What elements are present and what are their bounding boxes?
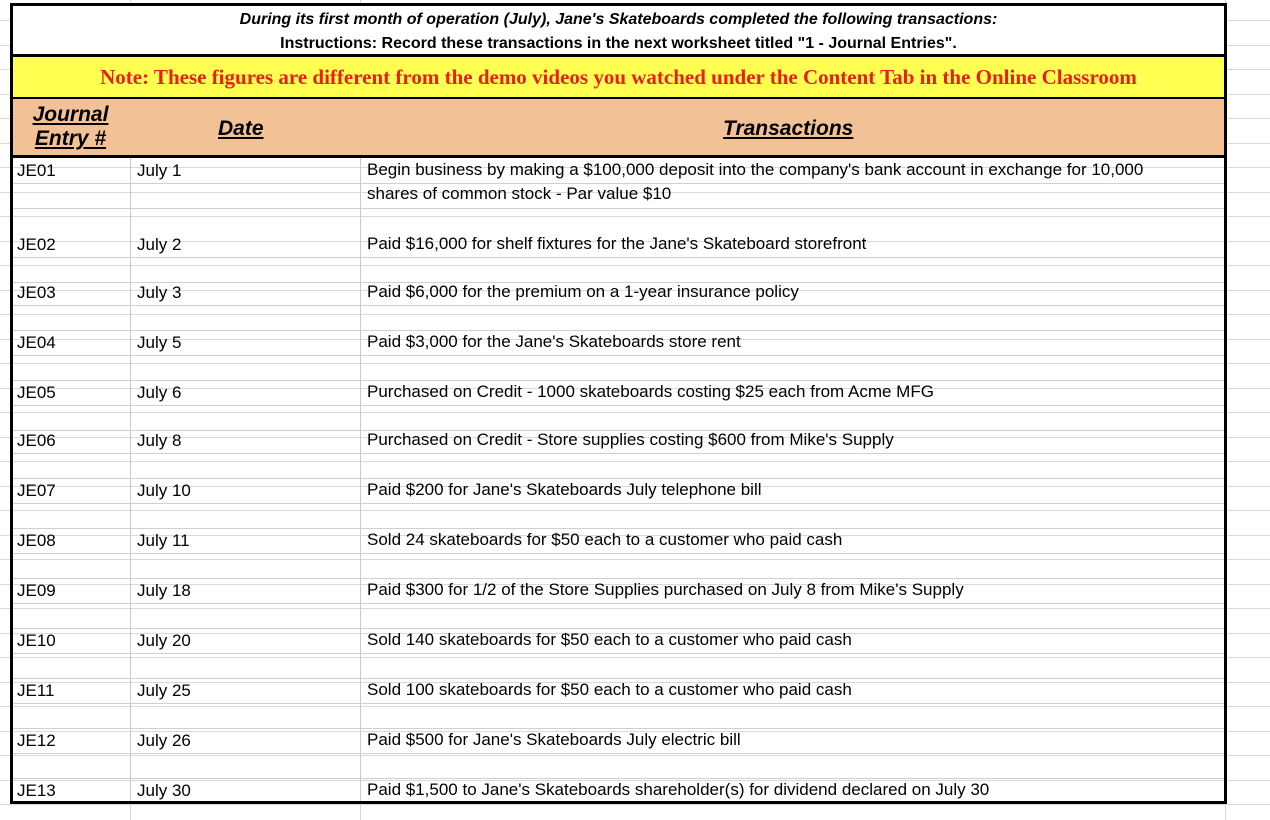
date-cell[interactable]: July 5 xyxy=(137,333,182,352)
date-cell[interactable]: July 26 xyxy=(137,731,191,750)
row-divider xyxy=(13,753,1224,754)
header-date: Date xyxy=(218,117,264,140)
title-banner xyxy=(13,6,1224,57)
transaction-cell[interactable]: Paid $300 for 1/2 of the Store Supplies purchased on July 8 from Mike's Supply xyxy=(367,580,964,599)
gridline-horizontal xyxy=(0,804,1270,805)
row-divider xyxy=(13,453,1224,454)
row-divider xyxy=(13,405,1224,406)
column-separator xyxy=(360,158,361,801)
date-cell[interactable]: July 8 xyxy=(137,431,182,450)
column-separator xyxy=(130,158,131,801)
note-banner: Note: These figures are different from the demo videos you watched under the Content Tab in the Online Classroom xyxy=(13,57,1224,99)
transactions-table-body xyxy=(13,158,1224,801)
row-divider xyxy=(13,653,1224,654)
row-divider xyxy=(13,503,1224,504)
journal-entry-cell[interactable]: JE13 xyxy=(17,781,56,800)
column-header-row xyxy=(13,99,1224,158)
transaction-cell[interactable]: Paid $6,000 for the premium on a 1-year insurance policy xyxy=(367,282,799,301)
transaction-cell[interactable]: Sold 24 skateboards for $50 each to a customer who paid cash xyxy=(367,530,843,549)
header-journal-entry-line2: Entry # xyxy=(34,127,107,150)
transaction-cell[interactable]: Purchased on Credit - Store supplies costing $600 from Mike's Supply xyxy=(367,430,894,449)
header-transactions: Transactions xyxy=(723,117,854,140)
row-divider xyxy=(13,305,1224,306)
transaction-cell[interactable]: Paid $3,000 for the Jane's Skateboards store rent xyxy=(367,332,741,351)
date-cell[interactable]: July 30 xyxy=(137,781,191,800)
date-cell[interactable]: July 11 xyxy=(137,531,190,550)
journal-entry-cell[interactable]: JE04 xyxy=(17,333,56,352)
date-cell[interactable]: July 10 xyxy=(137,481,191,500)
banner-instructions: Instructions: Record these transactions in the next worksheet titled "1 - Journal Entries". xyxy=(280,35,957,52)
date-cell[interactable]: July 1 xyxy=(137,161,182,180)
transaction-cell[interactable]: Paid $1,500 to Jane's Skateboards shareholder(s) for dividend declared on July 30 xyxy=(367,780,990,799)
row-divider xyxy=(13,603,1224,604)
header-journal-entry-line1: Journal xyxy=(32,103,109,126)
journal-entry-cell[interactable]: JE10 xyxy=(17,631,56,650)
row-divider xyxy=(13,208,1224,209)
row-divider xyxy=(13,553,1224,554)
transaction-cell[interactable]: Begin business by making a $100,000 deposit into the company's bank account in exchange for 10,000 shares of common stock - Par value $10 xyxy=(367,160,1144,203)
transaction-cell[interactable]: Sold 100 skateboards for $50 each to a customer who paid cash xyxy=(367,680,852,699)
journal-entry-cell[interactable]: JE08 xyxy=(17,531,56,550)
journal-entry-cell[interactable]: JE02 xyxy=(17,235,56,254)
journal-entry-cell[interactable]: JE03 xyxy=(17,283,56,302)
journal-entry-cell[interactable]: JE12 xyxy=(17,731,56,750)
journal-entry-cell[interactable]: JE06 xyxy=(17,431,56,450)
date-cell[interactable]: July 18 xyxy=(137,581,191,600)
row-divider xyxy=(13,257,1224,258)
transaction-cell[interactable]: Paid $16,000 for shelf fixtures for the Jane's Skateboard storefront xyxy=(367,234,867,253)
journal-entry-cell[interactable]: JE07 xyxy=(17,481,56,500)
date-cell[interactable]: July 25 xyxy=(137,681,191,700)
row-divider xyxy=(13,355,1224,356)
journal-entry-cell[interactable]: JE05 xyxy=(17,383,56,402)
transaction-cell[interactable]: Sold 140 skateboards for $50 each to a customer who paid cash xyxy=(367,630,852,649)
journal-entry-cell[interactable]: JE09 xyxy=(17,581,56,600)
row-divider xyxy=(13,183,1224,184)
date-cell[interactable]: July 6 xyxy=(137,383,182,402)
transactions-sheet xyxy=(10,3,1227,804)
date-cell[interactable]: July 3 xyxy=(137,283,182,302)
journal-entry-cell[interactable]: JE01 xyxy=(17,161,56,180)
transaction-cell[interactable]: Paid $500 for Jane's Skateboards July electric bill xyxy=(367,730,741,749)
date-cell[interactable]: July 20 xyxy=(137,631,191,650)
transaction-cell[interactable]: Purchased on Credit - 1000 skateboards costing $25 each from Acme MFG xyxy=(367,382,934,401)
transaction-cell[interactable]: Paid $200 for Jane's Skateboards July telephone bill xyxy=(367,480,762,499)
header-journal-entry xyxy=(13,103,128,151)
journal-entry-cell[interactable]: JE11 xyxy=(17,681,55,700)
row-divider xyxy=(13,703,1224,704)
date-cell[interactable]: July 2 xyxy=(137,235,182,254)
banner-description: During its first month of operation (July), Jane's Skateboards completed the following transactions: xyxy=(239,11,998,28)
